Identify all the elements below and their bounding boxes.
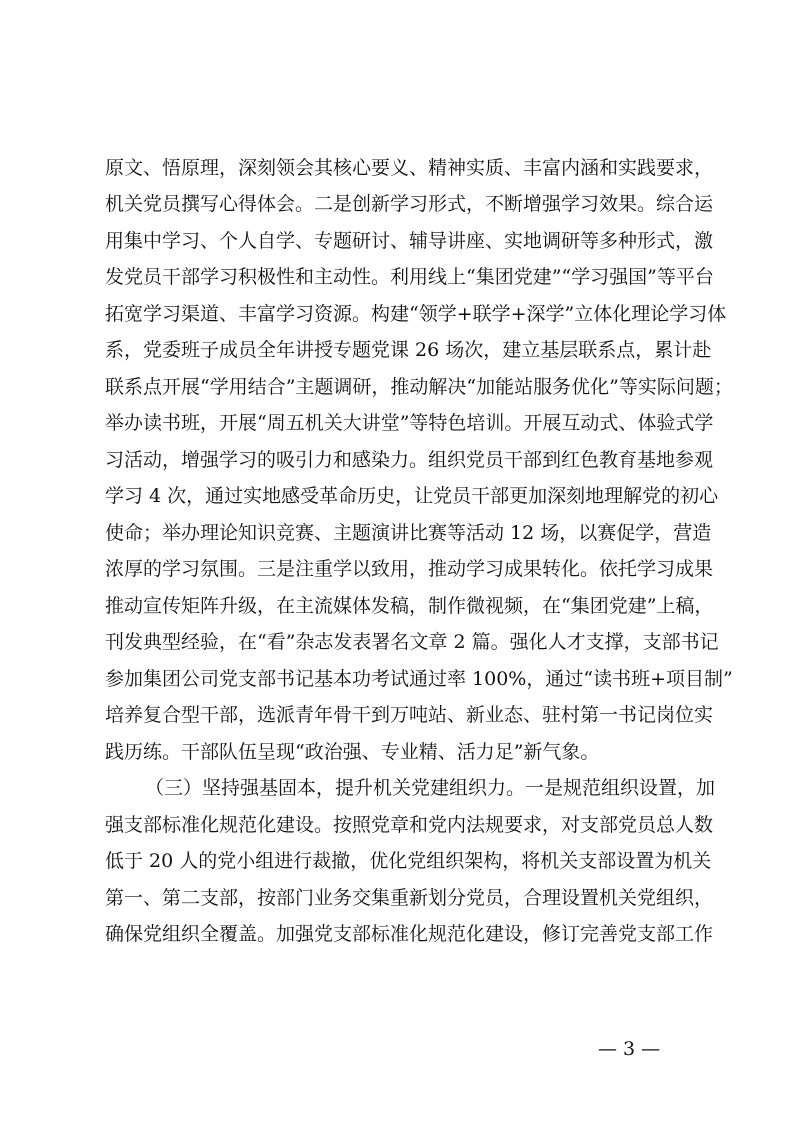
body-text-line: 浓厚的学习氛围。三是注重学以致用，推动学习成果转化。依托学习成果 — [105, 558, 714, 580]
body-text-line: 机关党员撰写心得体会。二是创新学习形式，不断增强学习效果。综合运 — [105, 193, 714, 215]
body-text-line: 习活动，增强学习的吸引力和感染力。组织党员干部到红色教育基地参观 — [105, 449, 714, 471]
body-text-line: 参加集团公司党支部书记基本功考试通过率 100%，通过“读书班+项目制” — [105, 668, 733, 690]
body-text-line: 联系点开展“学用结合”主题调研，推动解决“加能站服务优化”等实际问题； — [105, 376, 733, 398]
section-heading-line: （三）坚持强基固本，提升机关党建组织力。一是规范组织设置，加 — [145, 777, 716, 799]
body-text-line: 刊发典型经验，在“看”杂志发表署名文章 2 篇。强化人才支撑，支部书记 — [105, 631, 719, 653]
body-text-line: 确保党组织全覆盖。加强党支部标准化规范化建设，修订完善党支部工作 — [105, 923, 714, 945]
body-text-line: 举办读书班，开展“周五机关大讲堂”等特色培训。开展互动式、体验式学 — [105, 412, 714, 434]
body-text-line: 发党员干部学习积极性和主动性。利用线上“集团党建”“学习强国”等平台 — [105, 266, 714, 288]
body-text-line: 践历练。干部队伍呈现“政治强、专业精、活力足”新气象。 — [105, 741, 600, 763]
body-text-line: 学习 4 次，通过实地感受革命历史，让党员干部更加深刻地理解党的初心 — [105, 485, 719, 507]
body-text-line: 第一、第二支部，按部门业务交集重新划分党员，合理设置机关党组织， — [105, 887, 714, 909]
page-number: — 3 — — [598, 1038, 661, 1060]
body-text-line: 使命；举办理论知识竞赛、主题演讲比赛等活动 12 场，以赛促学，营造 — [105, 522, 712, 544]
body-text-line: 推动宣传矩阵升级，在主流媒体发稿，制作微视频，在“集团党建”上稿， — [105, 595, 714, 617]
body-text-line: 培养复合型干部，选派青年骨干到万吨站、新业态、驻村第一书记岗位实 — [105, 704, 714, 726]
body-text-line: 低于 20 人的党小组进行裁撤，优化党组织架构，将机关支部设置为机关 — [105, 850, 712, 872]
body-text-line: 强支部标准化规范化建设。按照党章和党内法规要求，对支部党员总人数 — [105, 814, 714, 836]
body-text-line: 系，党委班子成员全年讲授专题党课 26 场次，建立基层联系点，累计赴 — [105, 339, 712, 361]
body-text-line: 原文、悟原理，深刻领会其核心要义、精神实质、丰富内涵和实践要求， — [105, 157, 714, 179]
body-text-line: 用集中学习、个人自学、专题研讨、辅导讲座、实地调研等多种形式，激 — [105, 230, 714, 252]
body-text-line: 拓宽学习渠道、丰富学习资源。构建“领学+联学+深学”立体化理论学习体 — [105, 303, 727, 325]
